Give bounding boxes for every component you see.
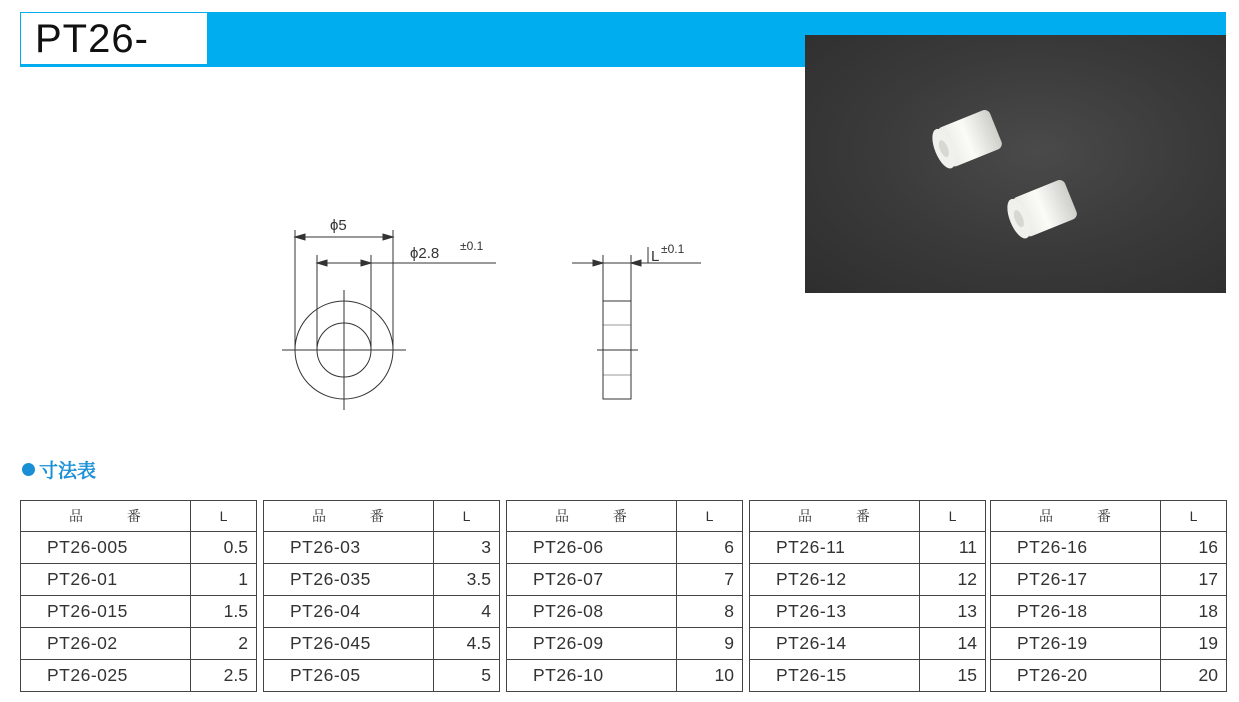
header-length: L (191, 501, 257, 532)
length-tolerance: ±0.1 (661, 242, 685, 256)
length-value: 8 (677, 596, 743, 628)
table-row (507, 532, 743, 564)
part-number: PT26-005 (21, 532, 191, 564)
table-row (750, 532, 986, 564)
header-part: 品 番 (21, 501, 191, 532)
table-row (507, 660, 743, 692)
part-number: PT26-20 (991, 660, 1161, 692)
part-number: PT26-02 (21, 628, 191, 660)
part-number: PT26-08 (507, 596, 677, 628)
length-value: 10 (677, 660, 743, 692)
length-value: 20 (1161, 660, 1227, 692)
header-length: L (434, 501, 500, 532)
length-value: 16 (1161, 532, 1227, 564)
length-value: 18 (1161, 596, 1227, 628)
length-value: 14 (920, 628, 986, 660)
part-number: PT26-04 (264, 596, 434, 628)
length-value: 3 (434, 532, 500, 564)
title-box (20, 12, 208, 65)
header-length: L (920, 501, 986, 532)
length-value: 1.5 (191, 596, 257, 628)
length-value: 3.5 (434, 564, 500, 596)
table-row (991, 628, 1227, 660)
length-value: 17 (1161, 564, 1227, 596)
part-number: PT26-03 (264, 532, 434, 564)
length-value: 7 (677, 564, 743, 596)
length-value: 5 (434, 660, 500, 692)
table-row (507, 628, 743, 660)
table-row (264, 596, 500, 628)
table-row (21, 564, 257, 596)
table-row (264, 532, 500, 564)
inner-dia-tolerance: ±0.1 (460, 239, 484, 253)
length-value: 4 (434, 596, 500, 628)
header-part: 品 番 (750, 501, 920, 532)
table-row (21, 532, 257, 564)
part-number: PT26-035 (264, 564, 434, 596)
part-number: PT26-045 (264, 628, 434, 660)
part-number: PT26-09 (507, 628, 677, 660)
part-number: PT26-06 (507, 532, 677, 564)
header-length: L (1161, 501, 1227, 532)
part-number: PT26-15 (750, 660, 920, 692)
part-number: PT26-015 (21, 596, 191, 628)
length-value: 15 (920, 660, 986, 692)
side-view (572, 247, 701, 399)
length-label: L (651, 248, 660, 265)
table-row (991, 660, 1227, 692)
part-number: PT26-05 (264, 660, 434, 692)
length-value: 11 (920, 532, 986, 564)
length-value: 19 (1161, 628, 1227, 660)
table-row (507, 564, 743, 596)
part-number: PT26-16 (991, 532, 1161, 564)
part-number: PT26-11 (750, 532, 920, 564)
front-view (282, 230, 496, 410)
spacers-image (805, 35, 1226, 293)
table-row (750, 596, 986, 628)
dimension-table-5 (990, 500, 1227, 692)
part-number: PT26-13 (750, 596, 920, 628)
length-value: 0.5 (191, 532, 257, 564)
table-row (750, 628, 986, 660)
header-part: 品 番 (991, 501, 1161, 532)
part-number: PT26-19 (991, 628, 1161, 660)
table-row (21, 596, 257, 628)
dimension-table-4 (749, 500, 986, 692)
dimension-table-3 (506, 500, 743, 692)
part-number: PT26-17 (991, 564, 1161, 596)
length-value: 1 (191, 564, 257, 596)
header-part: 品 番 (264, 501, 434, 532)
table-row (21, 628, 257, 660)
header-length: L (677, 501, 743, 532)
length-value: 2.5 (191, 660, 257, 692)
page-title: PT26- (35, 16, 149, 61)
bullet-dot-icon (22, 463, 35, 476)
part-number: PT26-025 (21, 660, 191, 692)
table-row (991, 596, 1227, 628)
section-title: 寸法表 (39, 461, 97, 482)
table-row (991, 532, 1227, 564)
outer-dia-label: ϕ5 (330, 217, 347, 234)
section-heading (22, 456, 96, 483)
part-number: PT26-14 (750, 628, 920, 660)
length-value: 4.5 (434, 628, 500, 660)
table-row (21, 660, 257, 692)
part-number: PT26-18 (991, 596, 1161, 628)
header-part: 品 番 (507, 501, 677, 532)
inner-dia-label: ϕ2.8 (410, 245, 440, 262)
table-row (750, 564, 986, 596)
table-row (507, 596, 743, 628)
length-value: 6 (677, 532, 743, 564)
table-row (264, 660, 500, 692)
length-value: 12 (920, 564, 986, 596)
part-number: PT26-07 (507, 564, 677, 596)
table-row (264, 564, 500, 596)
product-photo (805, 35, 1226, 293)
dimension-table-1 (20, 500, 257, 692)
part-number: PT26-01 (21, 564, 191, 596)
length-value: 9 (677, 628, 743, 660)
table-row (750, 660, 986, 692)
length-value: 13 (920, 596, 986, 628)
technical-drawing (260, 205, 720, 415)
length-value: 2 (191, 628, 257, 660)
table-row (991, 564, 1227, 596)
part-number: PT26-10 (507, 660, 677, 692)
part-number: PT26-12 (750, 564, 920, 596)
dimension-table-2 (263, 500, 500, 692)
table-row (264, 628, 500, 660)
